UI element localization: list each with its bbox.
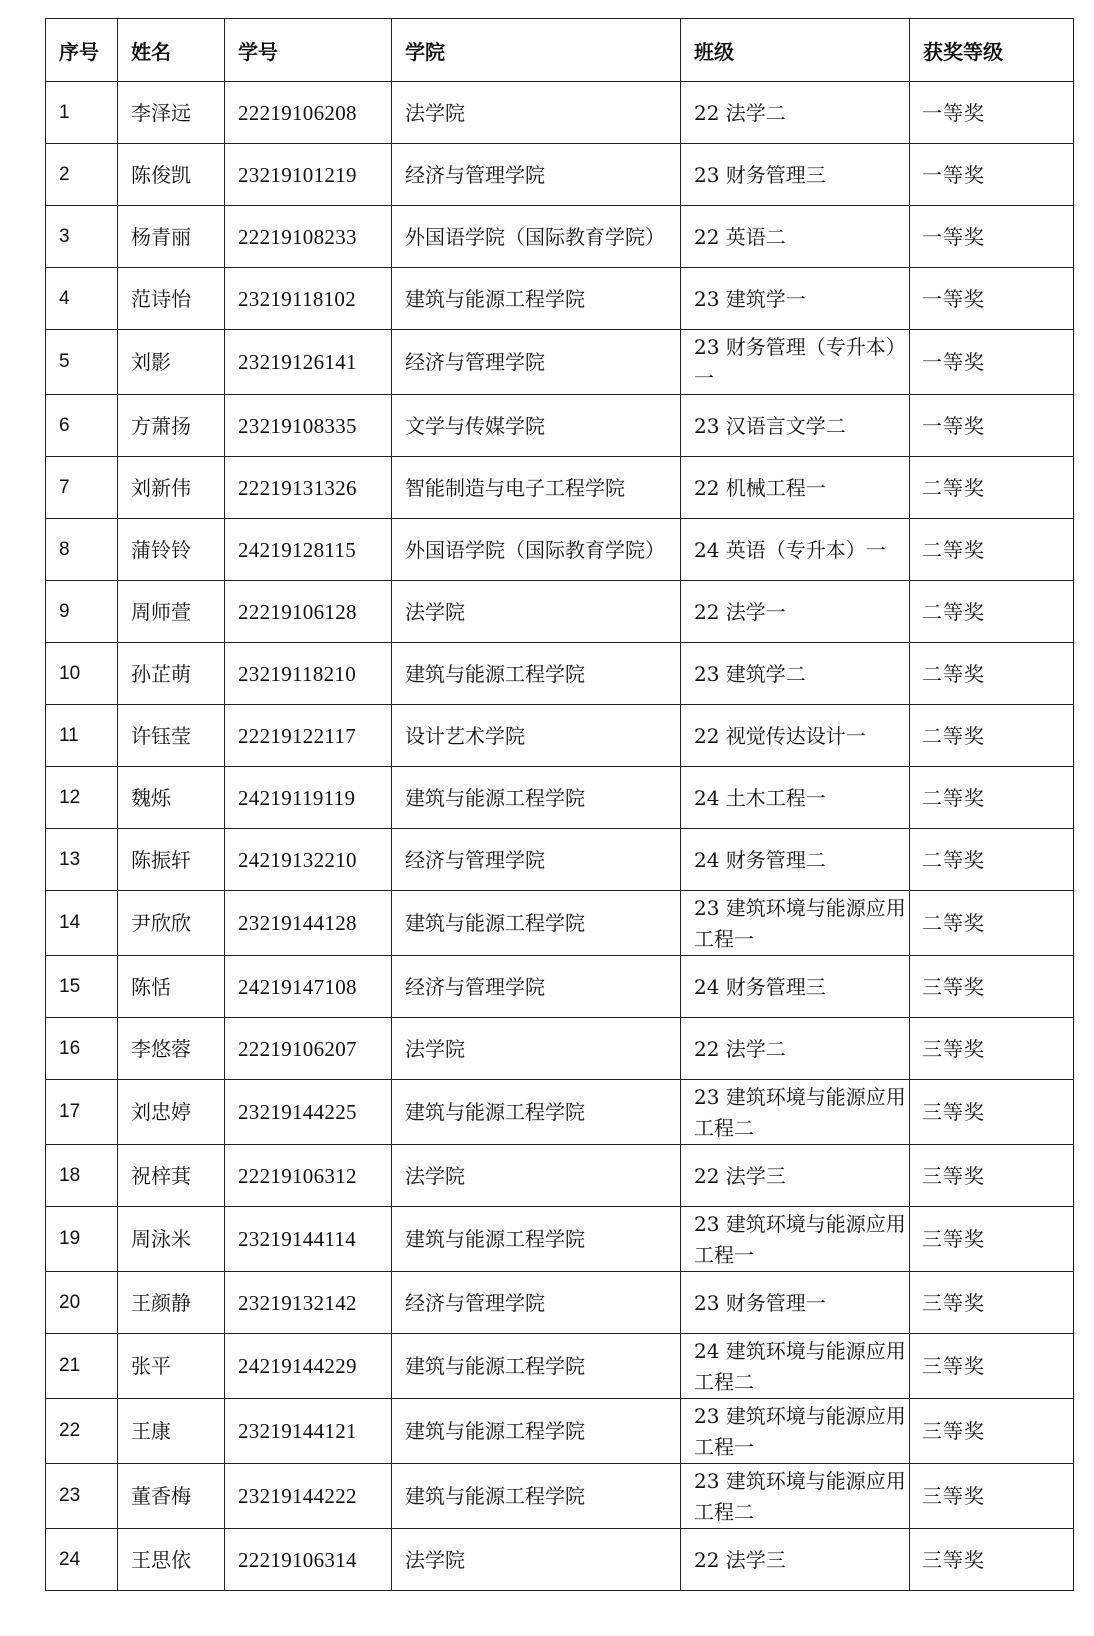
cell-name: 王康: [118, 1399, 225, 1464]
cell-college: 经济与管理学院: [392, 144, 681, 206]
cell-award-level: 二等奖: [910, 891, 1074, 956]
cell-student-id: 24219132210: [225, 829, 392, 891]
cell-college: 智能制造与电子工程学院: [392, 457, 681, 519]
cell-name: 蒲铃铃: [118, 519, 225, 581]
cell-college: 法学院: [392, 82, 681, 144]
table-row: [46, 1207, 1074, 1272]
table-row: [46, 82, 1074, 144]
cell-index: 12: [46, 767, 118, 829]
table-row: [46, 1399, 1074, 1464]
cell-college: 外国语学院（国际教育学院）: [392, 519, 681, 581]
cell-name: 周师萱: [118, 581, 225, 643]
cell-student-id: 23219144114: [225, 1207, 392, 1272]
cell-class: 23 汉语言文学二: [681, 395, 910, 457]
cell-class: 23 建筑环境与能源应用工程一: [681, 1207, 910, 1272]
table-header-row: [46, 19, 1074, 82]
cell-student-id: 23219101219: [225, 144, 392, 206]
cell-student-id: 24219128115: [225, 519, 392, 581]
cell-class: 23 建筑学一: [681, 268, 910, 330]
cell-college: 设计艺术学院: [392, 705, 681, 767]
cell-name: 陈恬: [118, 956, 225, 1018]
cell-index: 24: [46, 1529, 118, 1591]
cell-award-level: 三等奖: [910, 1464, 1074, 1529]
cell-award-level: 三等奖: [910, 1399, 1074, 1464]
table-row: [46, 581, 1074, 643]
cell-index: 4: [46, 268, 118, 330]
cell-name: 孙芷萌: [118, 643, 225, 705]
cell-student-id: 22219108233: [225, 206, 392, 268]
cell-index: 15: [46, 956, 118, 1018]
cell-student-id: 22219131326: [225, 457, 392, 519]
cell-award-level: 三等奖: [910, 1334, 1074, 1399]
header-student-id: 学号: [225, 19, 392, 82]
cell-college: 经济与管理学院: [392, 330, 681, 395]
cell-award-level: 三等奖: [910, 1272, 1074, 1334]
table-row: [46, 1080, 1074, 1145]
cell-award-level: 二等奖: [910, 643, 1074, 705]
cell-student-id: 23219144128: [225, 891, 392, 956]
header-class: 班级: [681, 19, 910, 82]
cell-index: 6: [46, 395, 118, 457]
table-row: [46, 767, 1074, 829]
cell-index: 20: [46, 1272, 118, 1334]
cell-name: 周泳米: [118, 1207, 225, 1272]
cell-college: 法学院: [392, 1529, 681, 1591]
header-name: 姓名: [118, 19, 225, 82]
cell-class: 22 法学一: [681, 581, 910, 643]
cell-college: 法学院: [392, 1018, 681, 1080]
cell-college: 建筑与能源工程学院: [392, 891, 681, 956]
cell-award-level: 二等奖: [910, 519, 1074, 581]
cell-name: 董香梅: [118, 1464, 225, 1529]
cell-class: 23 建筑环境与能源应用工程一: [681, 1399, 910, 1464]
cell-student-id: 23219126141: [225, 330, 392, 395]
cell-class: 22 英语二: [681, 206, 910, 268]
cell-class: 23 财务管理（专升本）一: [681, 330, 910, 395]
cell-class: 22 视觉传达设计一: [681, 705, 910, 767]
cell-name: 许钰莹: [118, 705, 225, 767]
cell-award-level: 二等奖: [910, 581, 1074, 643]
cell-class: 24 土木工程一: [681, 767, 910, 829]
cell-class: 23 建筑环境与能源应用工程一: [681, 891, 910, 956]
cell-class: 22 法学三: [681, 1529, 910, 1591]
cell-college: 建筑与能源工程学院: [392, 1080, 681, 1145]
cell-college: 经济与管理学院: [392, 829, 681, 891]
cell-name: 杨青丽: [118, 206, 225, 268]
cell-student-id: 22219106128: [225, 581, 392, 643]
cell-award-level: 二等奖: [910, 457, 1074, 519]
cell-college: 建筑与能源工程学院: [392, 643, 681, 705]
table-row: [46, 457, 1074, 519]
cell-index: 18: [46, 1145, 118, 1207]
cell-class: 23 财务管理三: [681, 144, 910, 206]
cell-student-id: 22219106208: [225, 82, 392, 144]
table-row: [46, 519, 1074, 581]
table-row: [46, 268, 1074, 330]
cell-index: 23: [46, 1464, 118, 1529]
cell-name: 刘忠婷: [118, 1080, 225, 1145]
cell-college: 建筑与能源工程学院: [392, 268, 681, 330]
table-row: [46, 330, 1074, 395]
cell-index: 11: [46, 705, 118, 767]
table-row: [46, 206, 1074, 268]
cell-student-id: 23219118210: [225, 643, 392, 705]
cell-college: 经济与管理学院: [392, 956, 681, 1018]
cell-student-id: 22219106314: [225, 1529, 392, 1591]
cell-student-id: 23219132142: [225, 1272, 392, 1334]
cell-index: 13: [46, 829, 118, 891]
table-row: [46, 956, 1074, 1018]
table-row: [46, 1272, 1074, 1334]
table-body: [46, 82, 1074, 1591]
cell-class: 23 建筑环境与能源应用工程二: [681, 1080, 910, 1145]
cell-college: 文学与传媒学院: [392, 395, 681, 457]
table-row: [46, 144, 1074, 206]
cell-student-id: 22219106312: [225, 1145, 392, 1207]
cell-index: 16: [46, 1018, 118, 1080]
cell-class: 24 财务管理三: [681, 956, 910, 1018]
cell-index: 19: [46, 1207, 118, 1272]
table-row: [46, 891, 1074, 956]
cell-student-id: 24219144229: [225, 1334, 392, 1399]
table-row: [46, 1145, 1074, 1207]
cell-name: 张平: [118, 1334, 225, 1399]
cell-student-id: 24219147108: [225, 956, 392, 1018]
cell-index: 21: [46, 1334, 118, 1399]
cell-award-level: 二等奖: [910, 767, 1074, 829]
cell-name: 刘新伟: [118, 457, 225, 519]
cell-student-id: 23219144222: [225, 1464, 392, 1529]
cell-name: 祝梓萁: [118, 1145, 225, 1207]
cell-college: 建筑与能源工程学院: [392, 1399, 681, 1464]
cell-college: 法学院: [392, 581, 681, 643]
table-row: [46, 643, 1074, 705]
cell-name: 李悠蓉: [118, 1018, 225, 1080]
cell-student-id: 23219118102: [225, 268, 392, 330]
cell-index: 3: [46, 206, 118, 268]
cell-name: 王思依: [118, 1529, 225, 1591]
cell-index: 9: [46, 581, 118, 643]
cell-name: 陈振轩: [118, 829, 225, 891]
cell-index: 1: [46, 82, 118, 144]
cell-class: 22 机械工程一: [681, 457, 910, 519]
cell-award-level: 三等奖: [910, 1018, 1074, 1080]
cell-index: 5: [46, 330, 118, 395]
table-row: [46, 1334, 1074, 1399]
cell-name: 尹欣欣: [118, 891, 225, 956]
cell-college: 外国语学院（国际教育学院）: [392, 206, 681, 268]
cell-index: 10: [46, 643, 118, 705]
cell-college: 建筑与能源工程学院: [392, 1207, 681, 1272]
cell-student-id: 22219122117: [225, 705, 392, 767]
cell-class: 23 财务管理一: [681, 1272, 910, 1334]
cell-class: 23 建筑环境与能源应用工程二: [681, 1464, 910, 1529]
cell-student-id: 24219119119: [225, 767, 392, 829]
header-award-level: 获奖等级: [910, 19, 1074, 82]
cell-award-level: 三等奖: [910, 1207, 1074, 1272]
table-row: [46, 1018, 1074, 1080]
cell-award-level: 三等奖: [910, 1529, 1074, 1591]
cell-name: 范诗怡: [118, 268, 225, 330]
cell-class: 22 法学三: [681, 1145, 910, 1207]
cell-index: 22: [46, 1399, 118, 1464]
cell-award-level: 一等奖: [910, 82, 1074, 144]
cell-name: 刘影: [118, 330, 225, 395]
table-row: [46, 395, 1074, 457]
cell-name: 王颜静: [118, 1272, 225, 1334]
cell-award-level: 一等奖: [910, 330, 1074, 395]
cell-index: 2: [46, 144, 118, 206]
cell-award-level: 三等奖: [910, 956, 1074, 1018]
cell-award-level: 一等奖: [910, 144, 1074, 206]
cell-award-level: 三等奖: [910, 1145, 1074, 1207]
cell-class: 22 法学二: [681, 1018, 910, 1080]
cell-college: 建筑与能源工程学院: [392, 767, 681, 829]
cell-name: 陈俊凯: [118, 144, 225, 206]
cell-class: 23 建筑学二: [681, 643, 910, 705]
cell-award-level: 三等奖: [910, 1080, 1074, 1145]
cell-class: 22 法学二: [681, 82, 910, 144]
cell-index: 17: [46, 1080, 118, 1145]
cell-award-level: 一等奖: [910, 268, 1074, 330]
cell-index: 14: [46, 891, 118, 956]
table-row: [46, 829, 1074, 891]
cell-award-level: 二等奖: [910, 829, 1074, 891]
header-college: 学院: [392, 19, 681, 82]
cell-name: 方萧扬: [118, 395, 225, 457]
cell-class: 24 英语（专升本）一: [681, 519, 910, 581]
cell-college: 法学院: [392, 1145, 681, 1207]
table-row: [46, 1464, 1074, 1529]
cell-student-id: 22219106207: [225, 1018, 392, 1080]
cell-class: 24 建筑环境与能源应用工程二: [681, 1334, 910, 1399]
cell-student-id: 23219108335: [225, 395, 392, 457]
cell-award-level: 一等奖: [910, 395, 1074, 457]
cell-award-level: 一等奖: [910, 206, 1074, 268]
cell-index: 7: [46, 457, 118, 519]
cell-index: 8: [46, 519, 118, 581]
cell-name: 李泽远: [118, 82, 225, 144]
cell-college: 建筑与能源工程学院: [392, 1334, 681, 1399]
table-row: [46, 1529, 1074, 1591]
cell-student-id: 23219144225: [225, 1080, 392, 1145]
cell-class: 24 财务管理二: [681, 829, 910, 891]
award-table: [45, 18, 1074, 1591]
cell-college: 经济与管理学院: [392, 1272, 681, 1334]
table-row: [46, 705, 1074, 767]
cell-name: 魏烁: [118, 767, 225, 829]
cell-student-id: 23219144121: [225, 1399, 392, 1464]
cell-award-level: 二等奖: [910, 705, 1074, 767]
header-index: 序号: [46, 19, 118, 82]
cell-college: 建筑与能源工程学院: [392, 1464, 681, 1529]
